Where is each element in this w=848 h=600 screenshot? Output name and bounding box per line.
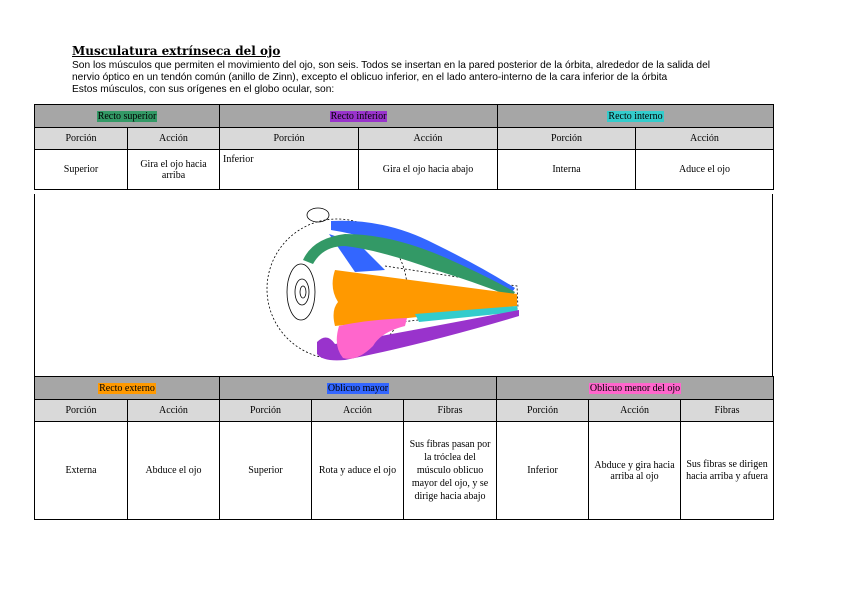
col-accion: Acción — [636, 128, 774, 150]
col-accion: Acción — [589, 400, 681, 422]
recto-superior-porcion: Superior — [35, 150, 128, 190]
recto-inferior-porcion: Inferior — [220, 150, 359, 190]
oblicuo-mayor-fibras: Sus fibras pasan por la tróclea del músculo oblicuo mayor del ojo, y se dirige hacia abajo — [404, 422, 497, 520]
eye-muscles-illustration — [35, 194, 772, 376]
intro-line-3: Estos músculos, con sus orígenes en el globo ocular, son: — [72, 84, 335, 95]
header-oblicuo-menor: Oblicuo menor del ojo — [497, 377, 774, 400]
intro-line-1: Son los músculos que permiten el movimiento del ojo, son seis. Todos se insertan en la pared posterior de la órbita, alrededor de la salida del — [72, 60, 711, 71]
col-accion: Acción — [312, 400, 404, 422]
col-porcion: Porción — [498, 128, 636, 150]
col-porcion: Porción — [220, 400, 312, 422]
iris-outline — [295, 279, 309, 305]
header-oblicuo-mayor: Oblicuo mayor — [220, 377, 497, 400]
recto-externo-accion: Abduce el ojo — [128, 422, 220, 520]
recto-interno-accion: Aduce el ojo — [636, 150, 774, 190]
col-porcion: Porción — [497, 400, 589, 422]
header-recto-inferior: Recto inferior — [220, 105, 498, 128]
pupil-outline — [300, 286, 306, 298]
recto-interno-porcion: Interna — [498, 150, 636, 190]
recto-superior-accion: Gira el ojo hacia arriba — [128, 150, 220, 190]
trochlea-outline — [307, 208, 329, 222]
col-fibras: Fibras — [681, 400, 774, 422]
intro-line-2: nervio óptico en un tendón común (anillo de Zinn), excepto el oblicuo inferior, en el lado antero-interno de la cara inferior de la órbita — [72, 72, 668, 83]
col-accion: Acción — [359, 128, 498, 150]
oblicuo-menor-porcion: Inferior — [497, 422, 589, 520]
rectos-table — [34, 104, 774, 190]
col-porcion: Porción — [35, 400, 128, 422]
col-porcion: Porción — [220, 128, 359, 150]
col-fibras: Fibras — [404, 400, 497, 422]
oblicuo-mayor-accion: Rota y aduce el ojo — [312, 422, 404, 520]
col-porcion: Porción — [35, 128, 128, 150]
intro-section — [72, 44, 792, 96]
col-accion: Acción — [128, 400, 220, 422]
col-accion: Acción — [128, 128, 220, 150]
recto-externo-porcion: Externa — [35, 422, 128, 520]
oblicuo-mayor-porcion: Superior — [220, 422, 312, 520]
page-title: Musculatura extrínseca del ojo — [72, 44, 281, 58]
recto-inferior-accion: Gira el ojo hacia abajo — [359, 150, 498, 190]
header-recto-externo: Recto externo — [35, 377, 220, 400]
header-recto-interno: Recto interno — [498, 105, 774, 128]
eye-illustration-cell — [34, 194, 773, 376]
oblicuo-menor-accion: Abduce y gira hacia arriba al ojo — [589, 422, 681, 520]
header-recto-superior: Recto superior — [35, 105, 220, 128]
oblicuo-menor-fibras: Sus fibras se dirigen hacia arriba y afuera — [681, 422, 774, 520]
cornea-outline — [287, 264, 315, 320]
externos-oblicuos-table — [34, 376, 774, 520]
